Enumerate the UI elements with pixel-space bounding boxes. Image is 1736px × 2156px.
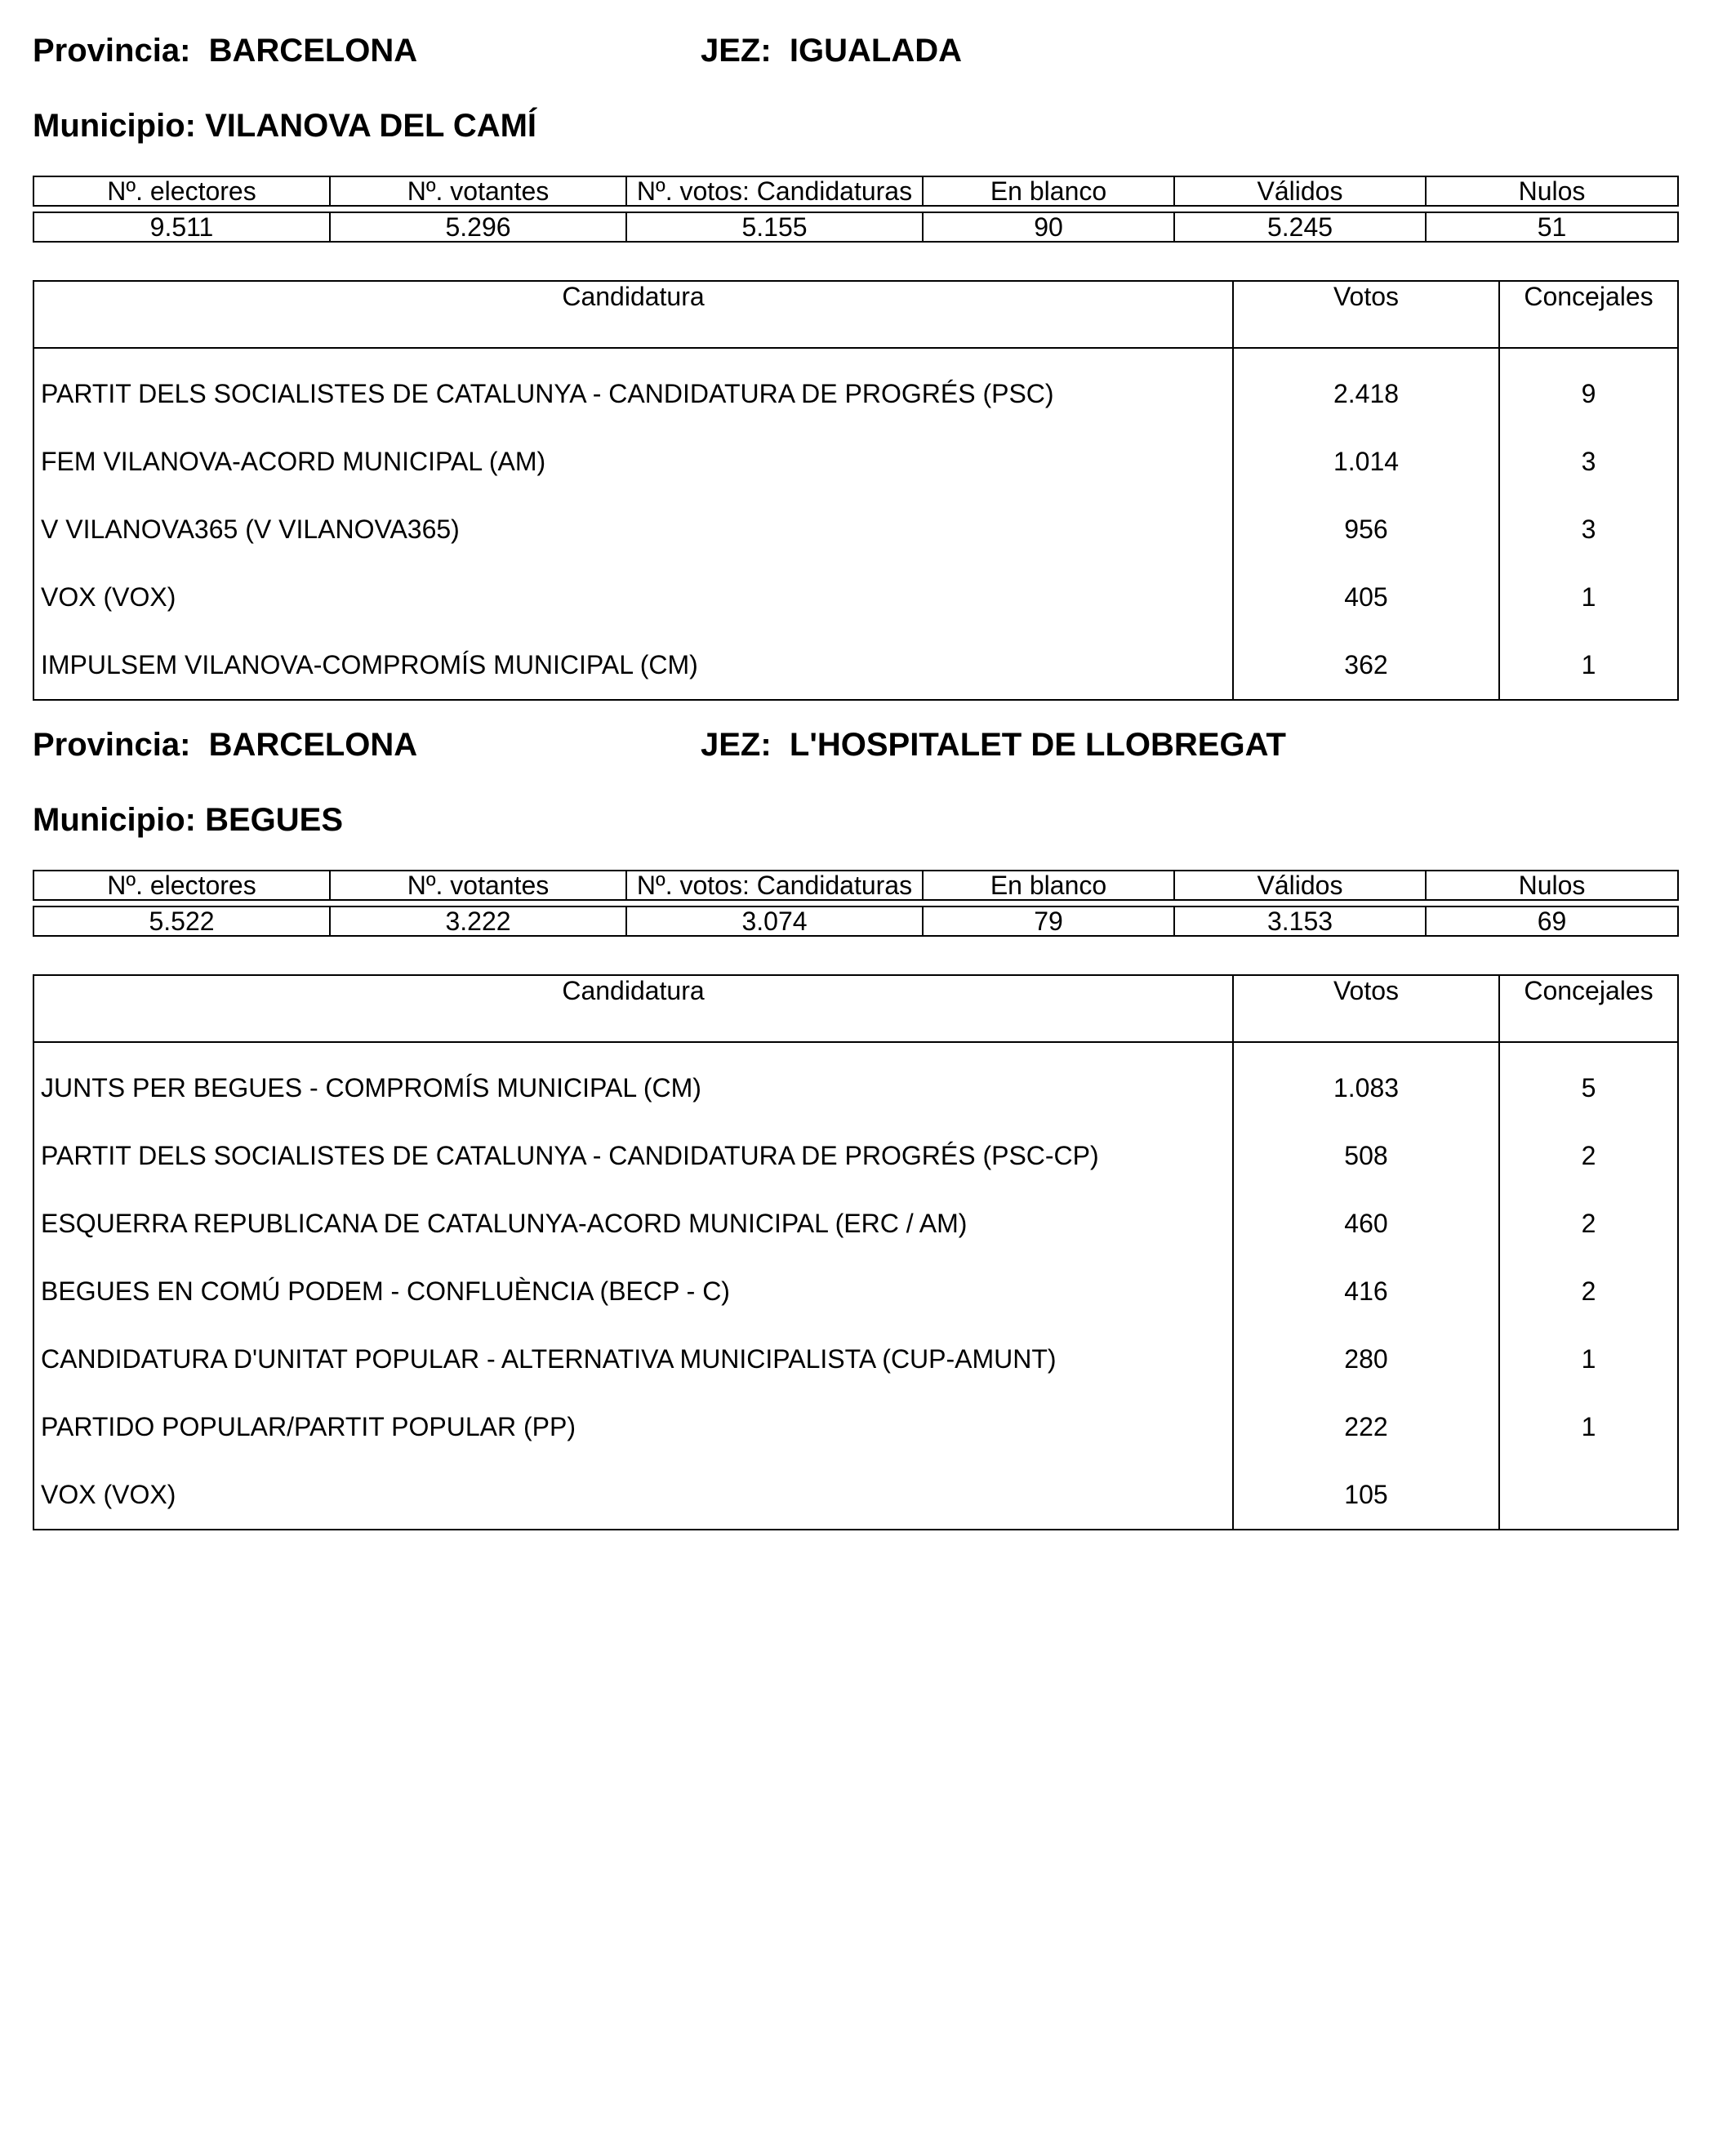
candidatura-votos: 1.014 xyxy=(1233,428,1499,496)
table-row xyxy=(33,1122,1678,1190)
summary-table xyxy=(33,870,1679,937)
table-row xyxy=(33,348,1678,428)
candidatura-concejales: 9 xyxy=(1499,348,1678,428)
candidatura-concejales: 1 xyxy=(1499,1325,1678,1393)
municipio-label: Municipio: xyxy=(33,108,196,144)
summary-values-row xyxy=(33,212,1678,242)
summary-value: 5.296 xyxy=(330,212,626,242)
municipio-value: BEGUES xyxy=(205,802,344,838)
summary-value: 79 xyxy=(923,906,1174,936)
summary-value: 5.245 xyxy=(1174,212,1426,242)
candidatura-concejales: 1 xyxy=(1499,631,1678,700)
candidatura-name: CANDIDATURA D'UNITAT POPULAR - ALTERNATIVA MUNICIPALISTA (CUP-AMUNT) xyxy=(41,1344,1057,1374)
candidaturas-table xyxy=(33,974,1679,1530)
candidatura-concejales xyxy=(1499,1461,1678,1530)
table-row xyxy=(33,1258,1678,1325)
candidatura-name: V VILANOVA365 (V VILANOVA365) xyxy=(41,514,460,544)
summary-header: Nº. electores xyxy=(33,871,330,900)
candidatura-name: ESQUERRA REPUBLICANA DE CATALUNYA-ACORD MUNICIPAL (ERC / AM) xyxy=(41,1209,968,1238)
summary-header: Nº. votantes xyxy=(330,871,626,900)
summary-header: En blanco xyxy=(923,176,1174,206)
candidatura-votos: 105 xyxy=(1233,1461,1499,1530)
summary-values-row xyxy=(33,906,1678,936)
candidatura-name: IMPULSEM VILANOVA-COMPROMÍS MUNICIPAL (CM) xyxy=(41,650,698,679)
table-row xyxy=(33,564,1678,631)
candidatura-concejales: 2 xyxy=(1499,1122,1678,1190)
provincia-label: Provincia: xyxy=(33,727,191,763)
candidatura-concejales: 1 xyxy=(1499,564,1678,631)
jez-label: JEZ: xyxy=(701,33,772,69)
candidatura-name: JUNTS PER BEGUES - COMPROMÍS MUNICIPAL (CM) xyxy=(41,1073,701,1102)
summary-header: Válidos xyxy=(1174,871,1426,900)
candidatura-name: VOX (VOX) xyxy=(41,582,176,612)
header-concejales: Concejales xyxy=(1499,281,1678,348)
section-header xyxy=(33,725,1286,764)
municipio-title xyxy=(33,800,343,840)
summary-header: En blanco xyxy=(923,871,1174,900)
municipio-title xyxy=(33,106,536,145)
candidatura-concejales: 5 xyxy=(1499,1042,1678,1122)
jez xyxy=(701,725,1286,764)
summary-table xyxy=(33,176,1679,243)
candidatura-votos: 405 xyxy=(1233,564,1499,631)
candidatura-votos: 222 xyxy=(1233,1393,1499,1461)
summary-header: Nº. votos: Candidaturas xyxy=(626,871,923,900)
candidatura-votos: 460 xyxy=(1233,1190,1499,1258)
candidaturas-header-row xyxy=(33,975,1678,1042)
jez-value: L'HOSPITALET DE LLOBREGAT xyxy=(789,727,1286,763)
summary-header: Nulos xyxy=(1426,176,1678,206)
summary-header: Nº. votantes xyxy=(330,176,626,206)
candidatura-name: FEM VILANOVA-ACORD MUNICIPAL (AM) xyxy=(41,447,546,476)
candidatura-votos: 362 xyxy=(1233,631,1499,700)
summary-value: 9.511 xyxy=(33,212,330,242)
header-votos: Votos xyxy=(1233,281,1499,348)
jez-value: IGUALADA xyxy=(789,33,963,69)
candidatura-concejales: 3 xyxy=(1499,428,1678,496)
summary-value: 3.222 xyxy=(330,906,626,936)
summary-value: 3.153 xyxy=(1174,906,1426,936)
candidatura-concejales: 1 xyxy=(1499,1393,1678,1461)
summary-value: 69 xyxy=(1426,906,1678,936)
candidatura-votos: 416 xyxy=(1233,1258,1499,1325)
section-header xyxy=(33,31,963,70)
header-candidatura: Candidatura xyxy=(33,281,1233,348)
header-concejales: Concejales xyxy=(1499,975,1678,1042)
candidatura-name: BEGUES EN COMÚ PODEM - CONFLUÈNCIA (BECP - C) xyxy=(41,1276,730,1306)
jez xyxy=(701,31,962,70)
candidatura-votos: 1.083 xyxy=(1233,1042,1499,1122)
candidatura-name: PARTIDO POPULAR/PARTIT POPULAR (PP) xyxy=(41,1412,576,1441)
provincia-label: Provincia: xyxy=(33,33,191,69)
table-row xyxy=(33,496,1678,564)
table-row xyxy=(33,631,1678,700)
header-candidatura: Candidatura xyxy=(33,975,1233,1042)
candidatura-votos: 280 xyxy=(1233,1325,1499,1393)
jez-label: JEZ: xyxy=(701,727,772,763)
candidaturas-table xyxy=(33,280,1679,701)
candidatura-concejales: 2 xyxy=(1499,1258,1678,1325)
table-row xyxy=(33,1042,1678,1122)
summary-header-row xyxy=(33,871,1678,900)
candidatura-concejales: 2 xyxy=(1499,1190,1678,1258)
summary-value: 5.522 xyxy=(33,906,330,936)
candidatura-name: PARTIT DELS SOCIALISTES DE CATALUNYA - CANDIDATURA DE PROGRÉS (PSC-CP) xyxy=(41,1141,1099,1170)
summary-header-row xyxy=(33,176,1678,206)
provincia-value: BARCELONA xyxy=(208,33,418,69)
summary-header: Nº. electores xyxy=(33,176,330,206)
summary-header: Válidos xyxy=(1174,176,1426,206)
municipio-label: Municipio: xyxy=(33,802,196,838)
summary-value: 5.155 xyxy=(626,212,923,242)
candidatura-name: PARTIT DELS SOCIALISTES DE CATALUNYA - CANDIDATURA DE PROGRÉS (PSC) xyxy=(41,379,1054,408)
summary-value: 3.074 xyxy=(626,906,923,936)
table-row xyxy=(33,1393,1678,1461)
candidaturas-header-row xyxy=(33,281,1678,348)
table-row xyxy=(33,1325,1678,1393)
candidatura-concejales: 3 xyxy=(1499,496,1678,564)
candidatura-votos: 2.418 xyxy=(1233,348,1499,428)
summary-header: Nulos xyxy=(1426,871,1678,900)
summary-value: 90 xyxy=(923,212,1174,242)
header-votos: Votos xyxy=(1233,975,1499,1042)
summary-header: Nº. votos: Candidaturas xyxy=(626,176,923,206)
table-row xyxy=(33,428,1678,496)
provincia-value: BARCELONA xyxy=(208,727,418,763)
candidatura-votos: 508 xyxy=(1233,1122,1499,1190)
table-row xyxy=(33,1461,1678,1530)
candidatura-votos: 956 xyxy=(1233,496,1499,564)
table-row xyxy=(33,1190,1678,1258)
municipio-value: VILANOVA DEL CAMÍ xyxy=(205,108,537,144)
summary-value: 51 xyxy=(1426,212,1678,242)
candidatura-name: VOX (VOX) xyxy=(41,1480,176,1509)
